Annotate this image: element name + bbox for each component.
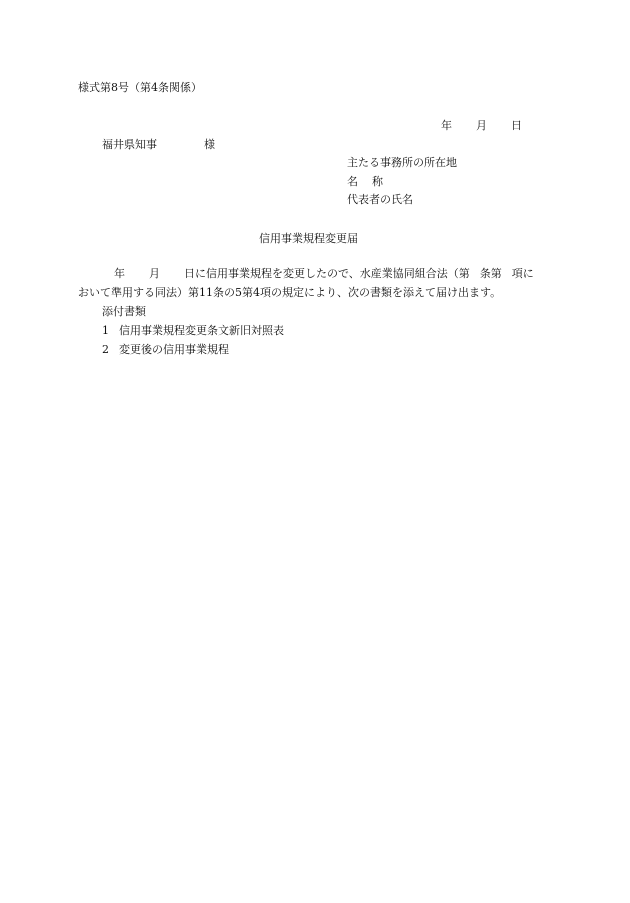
body-month-label: 月 bbox=[149, 267, 160, 280]
attachment-number: 2 bbox=[102, 343, 109, 356]
form-number: 様式第8号（第4条関係） bbox=[78, 81, 202, 94]
addressee-line bbox=[102, 139, 215, 150]
addressee-name: 福井県知事 bbox=[102, 138, 157, 151]
date-year-label: 年 bbox=[441, 119, 452, 132]
body-year-label: 年 bbox=[114, 267, 125, 280]
applicant-representative-label: 代表者の氏名 bbox=[347, 193, 413, 206]
attachments-heading: 添付書類 bbox=[102, 305, 146, 318]
applicant-name-label-1: 名 bbox=[347, 175, 358, 188]
attachment-text: 信用事業規程変更条文新旧対照表 bbox=[119, 324, 284, 337]
applicant-address-label: 主たる事務所の所在地 bbox=[347, 156, 457, 169]
attachment-item bbox=[102, 325, 284, 336]
attachment-item bbox=[102, 344, 229, 355]
body-text-part-1: 日に信用事業規程を変更したので、水産業協同組合法（第 bbox=[184, 267, 470, 280]
body-line-2: おいて準用する同法）第11条の5第4項の規定により、次の書類を添えて届け出ます。 bbox=[78, 286, 502, 299]
attachment-number: 1 bbox=[102, 324, 109, 337]
addressee-honorific: 様 bbox=[204, 138, 215, 151]
date-month-label: 月 bbox=[476, 119, 487, 132]
date-day-label: 日 bbox=[511, 119, 522, 132]
applicant-name-label bbox=[347, 176, 383, 187]
date-line bbox=[441, 120, 522, 131]
body-text-part-3: 項に bbox=[511, 267, 534, 280]
attachment-text: 変更後の信用事業規程 bbox=[119, 343, 229, 356]
applicant-name-label-2: 称 bbox=[372, 175, 383, 188]
document-title: 信用事業規程変更届 bbox=[259, 232, 358, 245]
body-text-part-2: 条第 bbox=[479, 267, 502, 280]
body-line-1 bbox=[114, 268, 534, 279]
